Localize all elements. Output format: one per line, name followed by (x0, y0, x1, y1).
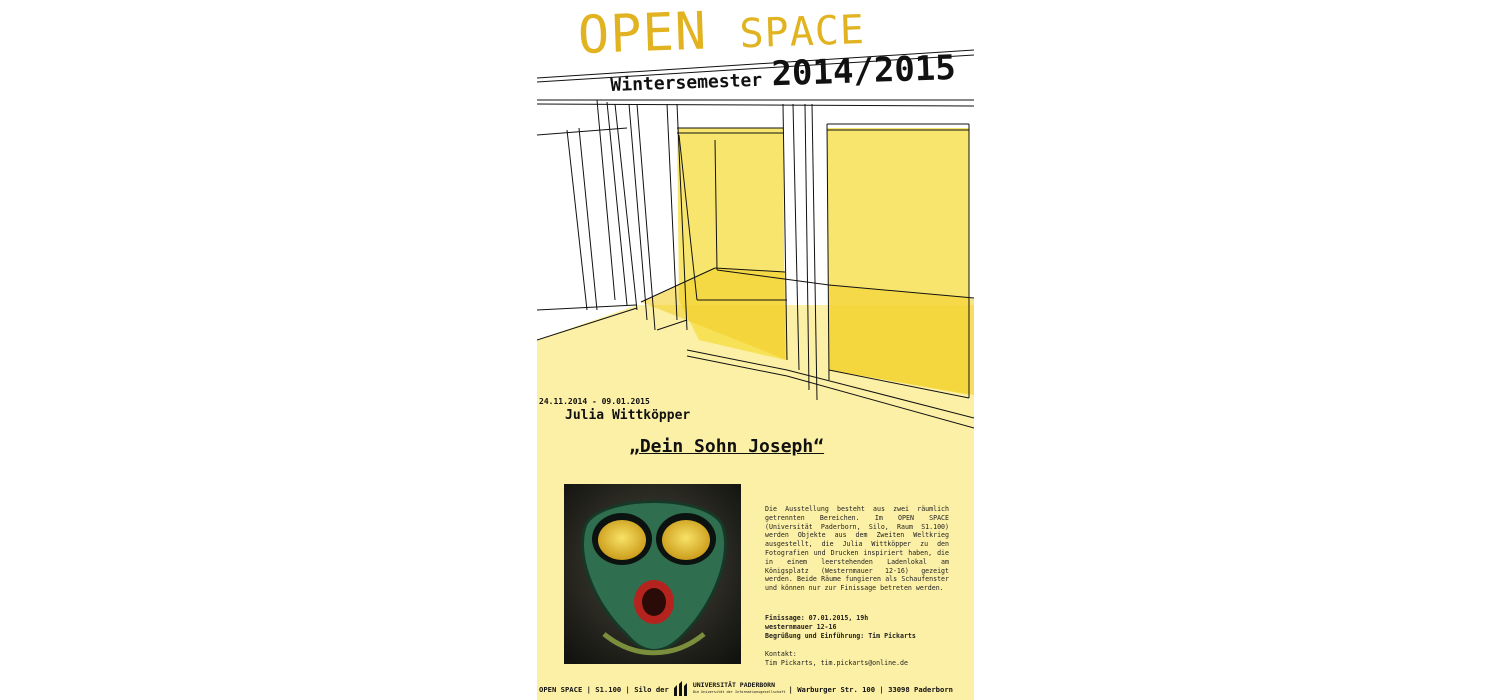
finissage-place: westernmauer 12-16 (765, 623, 837, 631)
semester-year: 2014/2015 (770, 47, 957, 95)
semester-label: Wintersemester (610, 69, 763, 97)
title-space: SPACE (738, 7, 866, 58)
work-title: „Dein Sohn Joseph“ (629, 436, 825, 457)
exhibition-poster (537, 0, 974, 700)
poster-footer (539, 681, 953, 697)
footer-right: | Warburger Str. 100 | 33098 Paderborn (788, 684, 953, 694)
contact-label: Kontakt: (765, 650, 797, 658)
exhibition-dates: 24.11.2014 - 09.01.2015 (539, 397, 650, 406)
welcome-line: Begrüßung und Einführung: Tim Pickarts (765, 632, 916, 640)
university-logo-icon (672, 681, 690, 697)
exhibition-description: Die Ausstellung besteht aus zwei räumlich getrennten Bereichen. Im OPEN SPACE (Universität Paderborn, Silo, Raum S1.100) werden Objekte aus dem Zweiten Weltkrieg ausgestellt, die Julia Wittköpper zu den Fotografien und Drucken inspiriert haben, die in einem leerstehenden Ladenlokal am Königsplatz (Westernmauer 12-16) gezeigt werden. Beide Räume fungieren als Schaufenster und können nur zur Finissage betreten werden. (765, 505, 949, 593)
finissage-line: Finissage: 07.01.2015, 19h (765, 614, 869, 622)
title-open: OPEN (576, 1, 709, 66)
university-name: UNIVERSITÄT PADERBORN Die Universität der Informationsgesellschaft (692, 681, 786, 694)
footer-left: OPEN SPACE | S1.100 | Silo der (539, 684, 669, 694)
artist-name: Julia Wittköpper (565, 408, 691, 423)
contact-line: Tim Pickarts, tim.pickarts@online.de (765, 659, 908, 667)
gas-mask-photo (564, 484, 741, 664)
